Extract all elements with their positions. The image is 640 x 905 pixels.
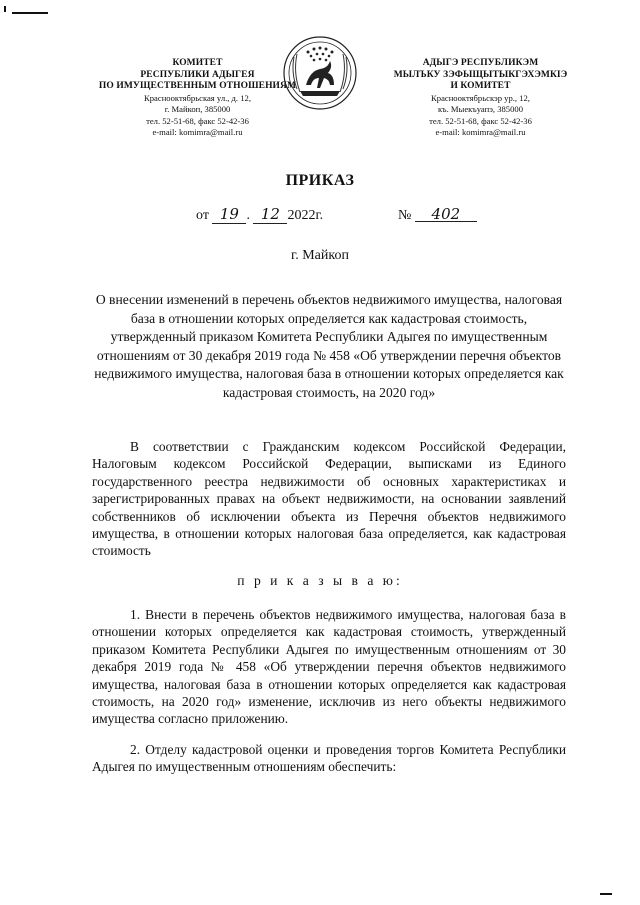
header-left-line1: КОМИТЕТ: [172, 58, 223, 68]
date-month: 12: [260, 205, 280, 223]
header-left-line3: ПО ИМУЩЕСТВЕННЫМ ОТНОШЕНИЯМ: [98, 81, 297, 91]
date-day: 19: [219, 205, 239, 223]
date-prefix: от: [196, 208, 209, 223]
document-title: ПРИКАЗ: [285, 172, 355, 189]
scan-mark-bottom-right: [600, 893, 612, 895]
header-left-email: e-mail: komimra@mail.ru: [152, 127, 243, 137]
order-item-1: 1. Внести в перечень объектов недвижимого имущества, налоговая база в отношении которых определяется как кадастровая стоимость, утвержденный приказом Комитета Республики Адыгея по имущественным отношениям от 30 декабря 2019 года № 458 «Об утверждении перечня объектов недвижимого имущества, налоговая база в отношении которых определяется как кадастровая стоимость, на 2020 год» изменение, исключив из него объекты недвижимого имущества согласно приложению.: [92, 607, 566, 727]
order-word: п р и к а з ы в а ю:: [237, 573, 403, 588]
header-right: [363, 58, 598, 139]
adygea-coat-of-arms-icon: [282, 35, 358, 111]
scan-mark-top-left: [12, 12, 48, 14]
document-number: [398, 207, 477, 224]
header-right-address1: Краснооктябрьскэр ур., 12,: [431, 92, 530, 103]
header-left-address1: Краснооктябрьская ул., д. 12,: [144, 92, 251, 103]
order-item-2: 2. Отделу кадастровой оценки и проведения торгов Комитета Республики Адыгея по имущественным отношениям обеспечить:: [92, 742, 566, 775]
header-right-phone: тел. 52-51-68, факс 52-42-36: [429, 115, 532, 126]
header-right-address2: къ. Мыекъуапэ, 385000: [437, 104, 523, 114]
header-left-address2: г. Майкоп, 385000: [164, 104, 231, 114]
header-left: [80, 58, 315, 139]
scan-mark-top-left-tick: [4, 6, 6, 12]
header-left-phone: тел. 52-51-68, факс 52-42-36: [146, 115, 249, 126]
header-right-email: e-mail: komimra@mail.ru: [435, 127, 526, 137]
number-prefix: №: [398, 208, 412, 223]
number-value: 402: [415, 207, 477, 222]
document-date: от 19 . 12 2022г.: [196, 205, 324, 223]
document-subject: О внесении изменений в перечень объектов недвижимого имущества, налоговая база в отношении которых определяется как кадастровая стоимость, утвержденный приказом Комитета Республики Адыгея по имущественным отношениям от 30 декабря 2019 года № 458 «Об утверждении перечня объектов недвижимого имущества, налоговая база в отношении которых определяется как кадастровая стоимость, на 2020 год»: [94, 292, 564, 400]
date-year: 2022г.: [287, 208, 324, 223]
document-city: г. Майкоп: [291, 248, 349, 263]
header-left-line2: РЕСПУБЛИКИ АДЫГЕЯ: [140, 69, 255, 80]
header-right-line3: И КОМИТЕТ: [450, 81, 511, 91]
header-right-line1: АДЫГЭ РЕСПУБЛИКЭМ: [422, 58, 539, 68]
header-right-line2: МЫЛЪКУ ЗЭФЫЩЫТЫКГЭХЭМКIЭ: [393, 69, 568, 80]
document-preamble: В соответствии с Гражданским кодексом Российской Федерации, Налоговым кодексом Российской Федерации, выписками из Единого государственного реестра недвижимости об основных характеристиках и зарегистрированных правах на объект недвижимости, на основании заявлений собственников об исключении объекта из Перечня объектов недвижимого имущества, в отношении которых налоговая база определяется, как кадастровая стоимость: [92, 439, 566, 559]
